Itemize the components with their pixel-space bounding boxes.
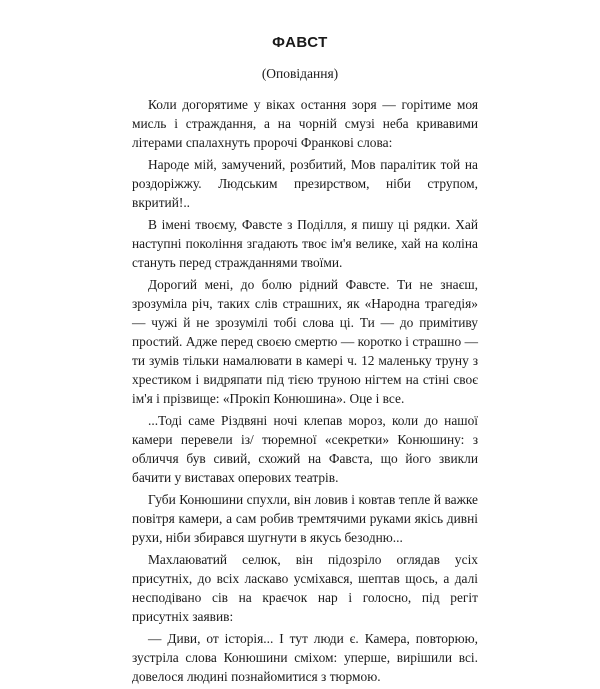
paragraph-4: Дорогий мені, до болю рідний Фавсте. Ти не знаєш, зрозуміла річ, таких слів страшних, як «Народна трагедія» — чужі й не зрозумілі тобі слова ці. Ти — до примітиву простий. Адже перед своєю смертю — коротко і страшно — ти зумів тільки намалювати в камері ч. 12 маленьку труну з хрестиком і видряпати під тією труною нігтем на стіні своє ім'я і прізвище: «Прокіп Конюшина». Оце і все. <box>132 277 478 406</box>
paragraph-8: — Диви, от історія... І тут люди є. Камера, повторюю, зустріла слова Конюшини сміхом: уперше, вирішили всі. довелося людині познайомитися з тюрмою. <box>132 631 478 684</box>
paragraph-1: Коли догорятиме у віках остання зоря — горітиме моя мисль і страждання, а на чорній смузі неба кривавими літерами спалахнуть пророчі Франкові слова: <box>132 97 478 150</box>
paragraph-5: ...Тоді саме Різдвяні ночі клепав мороз, коли до нашої камери перевели із/ тюремної «секретки» Конюшину: з обличчя був сивий, схожий на Фавста, що його звикли бачити у виставах оперових театрів. <box>132 413 478 485</box>
story-body <box>132 95 478 689</box>
paragraph-7: Махлаюватий селюк, він підозріло оглядав усіх присутніх, до всіх ласкаво усміхався, шептав щось, а далі несподівано сів на краєчок нар і голосно, під регіт присутніх заявив: <box>132 552 478 624</box>
paragraph-3: В імені твоєму, Фавсте з Поділля, я пишу ці рядки. Хай наступні покоління згадають твоє ім'я велике, хай на коліна стануть перед стражданнями твоїми. <box>132 217 478 270</box>
story-subtitle: (Оповідання) <box>261 66 339 81</box>
story-title: ФАВСТ <box>272 34 328 51</box>
paragraph-6: Губи Конюшини спухли, він ловив і ковтав тепле й важке повітря камери, а сам робив тремтячими руками якісь дивні рухи, ніби збирався шугнути в якусь безодню... <box>132 492 478 545</box>
paragraph-2-quote: Народе мій, замучений, розбитий, Мов паралітик той на роздоріжжу. Людським презирством, ніби струпом, вкритий!.. <box>132 157 478 210</box>
